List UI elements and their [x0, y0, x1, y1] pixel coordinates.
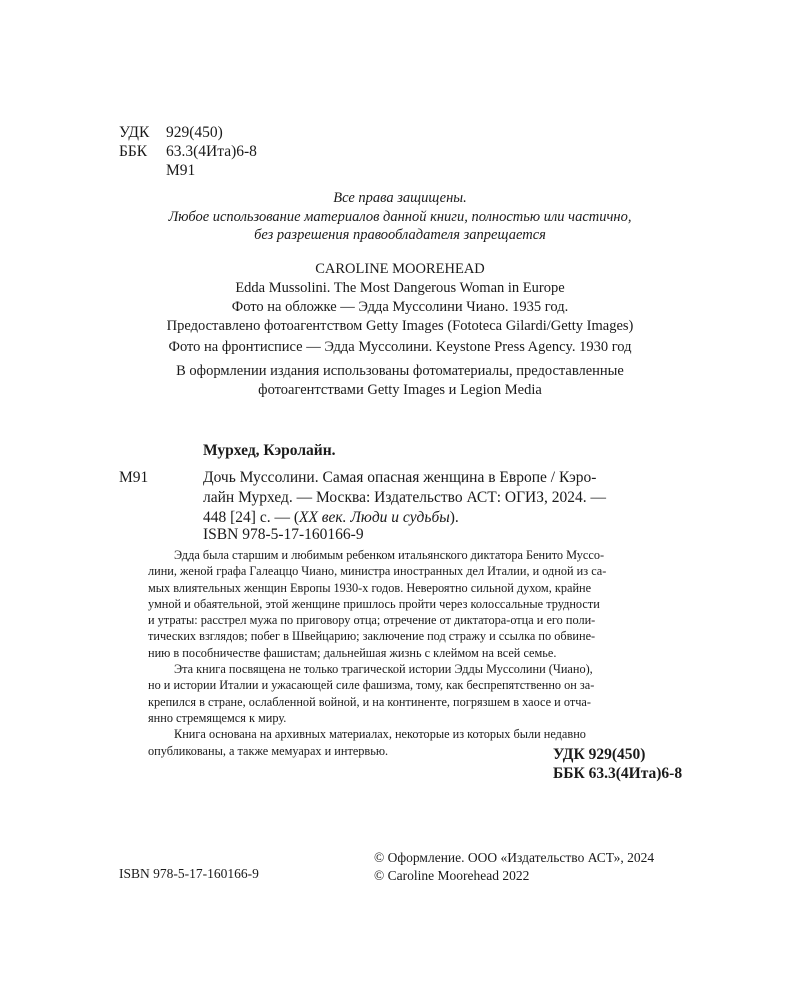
bbk-row [119, 142, 257, 161]
series-title: XX век. Люди и судьбы [299, 509, 450, 526]
udk-value: 929(450) [166, 124, 223, 141]
catalog-isbn: ISBN 978-5-17-160166-9 [203, 526, 364, 543]
desc-line-3-pre: 448 [24] с. — ( [203, 509, 299, 526]
original-author: CAROLINE MOOREHEAD [315, 261, 485, 277]
design-credit-line-1: В оформлении издания использованы фотоматериалы, предоставленные [176, 363, 624, 379]
design-credit-line-2: фотоагентствами Getty Images и Legion Media [258, 381, 542, 398]
copyright-design: © Оформление. ООО «Издательство АСТ», 2024 [374, 850, 655, 865]
annotation-line: но и истории Италии и ужасающей силе фашизма, тому, как беспрепятственно он за- [148, 678, 595, 693]
annotation-line: тических взглядов; побег в Швейцарию; заключение под стражу и ссылка по обвине- [148, 629, 596, 644]
annotation-line: Книга основана на архивных материалах, некоторые из которых были недавно [174, 727, 586, 742]
rights-line-3: без разрешения правообладателя запрещается [254, 227, 546, 243]
annotation-line: и утраты: расстрел мужа по приговору отца; отречение от диктатора-отца и его поли- [148, 613, 596, 628]
catalog-call-number: М91 [119, 469, 149, 486]
annotation-line: мых влиятельных женщин Европы 1930-х годов. Невероятно сильной духом, крайне [148, 580, 592, 595]
annotation-line: крепился в стране, ослабленной войной, и на континенте, погрязшем в хаосе и отча- [148, 694, 591, 709]
design-credit [0, 362, 800, 399]
catalog-description [203, 468, 699, 528]
footer-udk: УДК 929(450) [553, 746, 646, 763]
annotation-line: Эдда была старшим и любимым ребенком итальянского диктатора Бенито Муссо- [174, 548, 605, 562]
annotation-line: Эта книга посвящена не только трагической истории Эдды Муссолини (Чиано), [174, 662, 593, 677]
annotation-line: лини, женой графа Галеаццо Чиано, министра иностранных дел Италии, и одной из са- [148, 564, 607, 579]
frontispiece-credit [0, 338, 800, 357]
classification-footer [553, 745, 682, 783]
rights-line-2: Любое использование материалов данной книги, полностью или частично, [168, 208, 632, 225]
original-edition [0, 260, 800, 297]
annotation [148, 547, 698, 759]
author-mark: М91 [166, 162, 196, 179]
desc-line-3-post: ). [449, 509, 459, 526]
footer-isbn: ISBN 978-5-17-160166-9 [119, 866, 259, 881]
cover-credit-line-1: Фото на обложке — Эдда Муссолини Чиано. 1935 год. [231, 299, 569, 315]
annotation-line: нию в пособничестве фашистам; дальнейшая жизнь с клеймом на всей семье. [148, 645, 557, 660]
classification-block [119, 123, 257, 180]
bbk-value: 63.3(4Ита)6-8 [166, 143, 257, 160]
annotation-line: опубликованы, а также мемуарах и интервью. [148, 743, 389, 758]
annotation-line: умной и обаятельной, этой женщине пришлось пройти через колоссальные трудности [148, 596, 600, 611]
annotation-line: янно стремящемся к миру. [148, 710, 287, 725]
cover-credit-line-2: Предоставлено фотоагентством Getty Images (Fototeca Gilardi/Getty Images) [166, 317, 634, 334]
footer-bbk: ББК 63.3(4Ита)6-8 [553, 765, 683, 782]
rights-notice [0, 189, 800, 245]
copyright-block [374, 849, 654, 884]
catalog-author-heading: Мурхед, Кэролайн. [203, 442, 336, 459]
cover-photo-credit [0, 298, 800, 335]
desc-line-2: лайн Мурхед. — Москва: Издательство АСТ: ОГИЗ, 2024. — [203, 489, 607, 506]
original-title: Edda Mussolini. The Most Dangerous Woman in Europe [235, 279, 565, 296]
frontispiece-line: Фото на фронтисписе — Эдда Муссолини. Keystone Press Agency. 1930 год [168, 339, 632, 355]
copyright-author: © Caroline Moorehead 2022 [374, 867, 530, 883]
udk-label: УДК [119, 124, 150, 141]
rights-line-1: Все права защищены. [333, 190, 467, 206]
bbk-label: ББК [119, 143, 148, 160]
desc-line-1: Дочь Муссолини. Самая опасная женщина в Европе / Кэро- [203, 469, 597, 486]
udk-row [119, 123, 257, 142]
desc-line-3 [203, 508, 699, 528]
